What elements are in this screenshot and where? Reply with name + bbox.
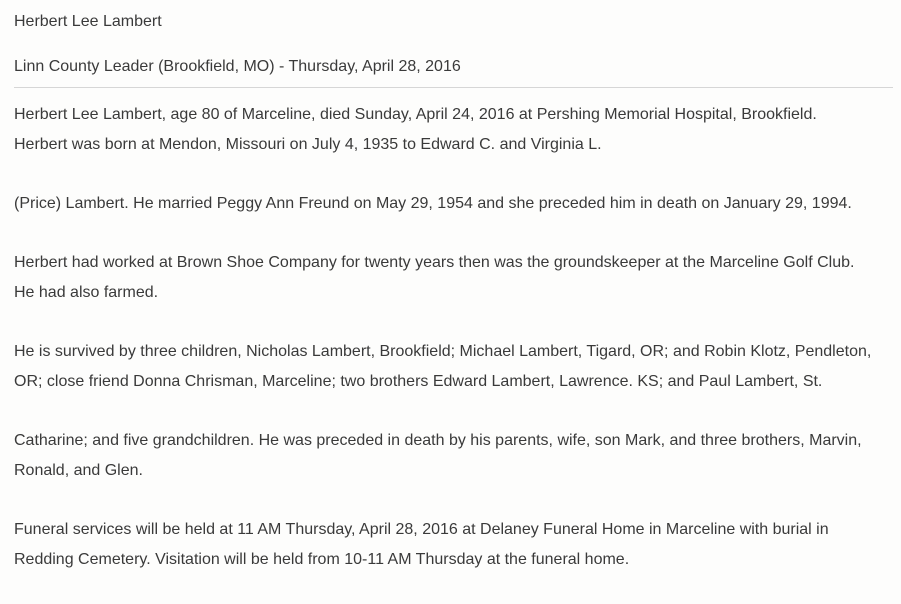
paragraph-line: Ronald, and Glen. — [14, 462, 143, 479]
paragraph-survivors — [14, 337, 893, 397]
paragraph-line: Herbert had worked at Brown Shoe Company for twenty years then was the groundskeeper at the Marceline Golf Club. — [14, 254, 855, 271]
obituary-body — [14, 100, 893, 604]
paragraph-career — [14, 248, 893, 308]
paragraph-line: Funeral services will be held at 11 AM Thursday, April 28, 2016 at Delaney Funeral Home in Marceline with burial in — [14, 521, 829, 538]
paragraph-line: Herbert was born at Mendon, Missouri on July 4, 1935 to Edward C. and Virginia L. — [14, 136, 602, 153]
paragraph-line: OR; close friend Donna Chrisman, Marceline; two brothers Edward Lambert, Lawrence. KS; and Paul Lambert, St. — [14, 373, 823, 390]
paragraph-line: (Price) Lambert. He married Peggy Ann Freund on May 29, 1954 and she preceded him in death on January 29, 1994. — [14, 195, 852, 212]
paragraph-marriage — [14, 189, 893, 219]
paragraph-line: Herbert Lee Lambert, age 80 of Marceline, died Sunday, April 24, 2016 at Pershing Memorial Hospital, Brookfield. — [14, 106, 817, 123]
paragraph-services — [14, 515, 893, 575]
paragraph-line: Redding Cemetery. Visitation will be held from 10-11 AM Thursday at the funeral home. — [14, 551, 630, 568]
paragraph-grandchildren-preceded — [14, 426, 893, 486]
paragraph-line: He is survived by three children, Nicholas Lambert, Brookfield; Michael Lambert, Tigard, OR; and Robin Klotz, Pendleton, — [14, 343, 872, 360]
paragraph-line: He had also farmed. — [14, 284, 159, 301]
paragraph-line: Catharine; and five grandchildren. He was preceded in death by his parents, wife, son Mark, and three brothers, Marvin, — [14, 432, 862, 449]
obituary-title: Herbert Lee Lambert — [14, 13, 162, 30]
paragraph-death-birth — [14, 100, 893, 160]
publication-source-line: Linn County Leader (Brookfield, MO) - Thursday, April 28, 2016 — [14, 58, 461, 75]
header-divider — [14, 87, 893, 88]
